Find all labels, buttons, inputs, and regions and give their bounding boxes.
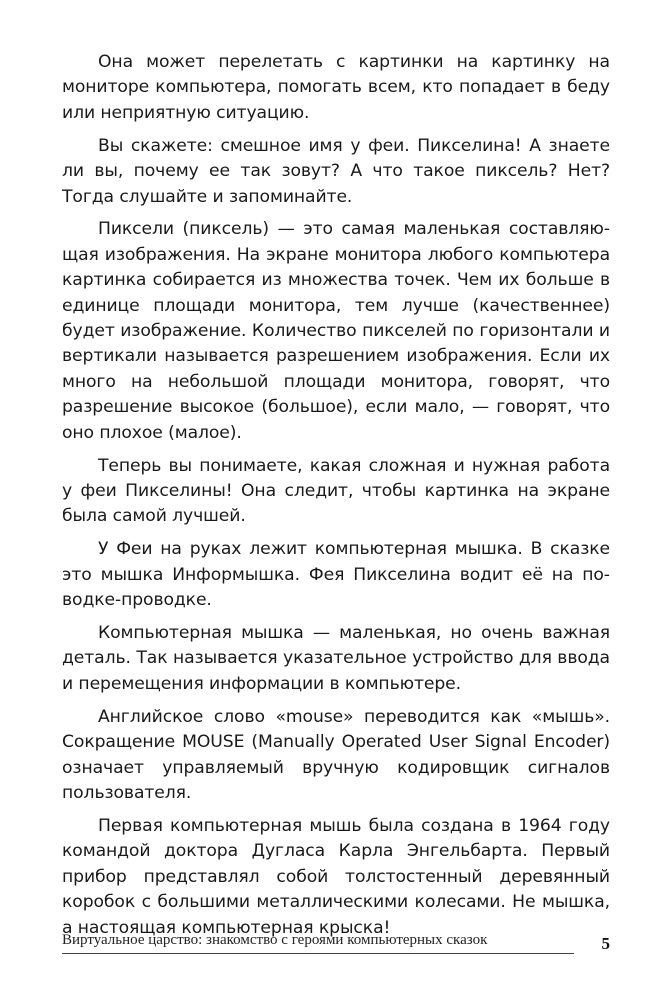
paragraph: Английское слово «mouse» переводится как «мышь». Сокращение MOUSE (Manually Operated User Signal Encoder) означает управляемый вручную кодировщик сигналов пользователя.	[62, 706, 610, 803]
paragraph: Она может перелетать с картинки на картинку на мониторе компьютера, помогать всем, кто попадает в беду или неприятную ситуацию.	[62, 52, 610, 123]
footer-rule	[62, 953, 574, 954]
paragraph: У Феи на руках лежит компьютерная мышка. В сказке это мышка Информышка. Фея Пикселина водит её на поводке-проводке.	[62, 539, 610, 611]
paragraph: Теперь вы понимаете, какая сложная и нужная работа у феи Пикселины! Она следит, чтобы картинка на экране была самой лучшей.	[62, 455, 610, 527]
page-number: 5	[601, 934, 610, 953]
paragraph: Пиксели (пиксель) — это самая маленькая составляющая изображения. На экране монитора любого компьютера картинка собирается из множества точек. Чем их больше в единице площади монитора, тем лучше (качественнее) будет изображение. Количество пикселей по горизонтали и вертикали называется разрешением изображения. Если их много на небольшой площади монитора, говорят, что разрешение высокое (большое), если мало, — говорят, что оно плохое (малое).	[62, 219, 610, 443]
paragraph: Первая компьютерная мышь была создана в 1964 году командой доктора Дугласа Карла Энгельбарта. Первый прибор представлял собой толстостенный деревянный коробок с большими металлическими колесами. Не мышка, а настоящая компьютерная крыска!	[62, 815, 610, 938]
paragraph: Компьютерная мышка — маленькая, но очень важная деталь. Так называется указательное устройство для ввода и перемещения информации в компьютере.	[62, 623, 610, 694]
page-body	[62, 50, 610, 948]
page-footer	[62, 928, 610, 958]
running-title: Виртуальное царство: знакомство с героями компьютерных сказок	[62, 932, 488, 948]
paragraph: Вы скажете: смешное имя у феи. Пикселина! А знаете ли вы, почему ее так зовут? А что такое пиксель? Нет? Тогда слушайте и запоминайте.	[62, 135, 610, 207]
